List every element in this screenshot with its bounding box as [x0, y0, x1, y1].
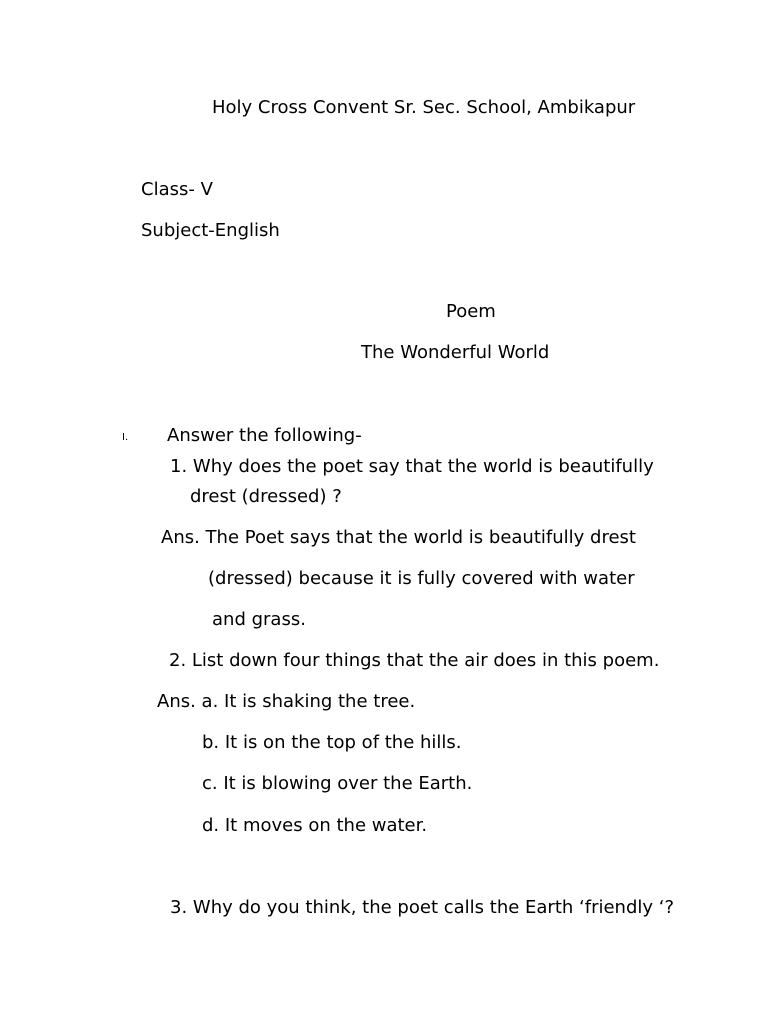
answer-1-line-2: (dressed) because it is fully covered with water — [208, 568, 635, 589]
section-heading: Answer the following- — [167, 425, 362, 446]
class-line: Class- V — [141, 179, 213, 200]
question-2-line-1: 2. List down four things that the air does in this poem. — [169, 650, 660, 671]
answer-1-line-1: Ans. The Poet says that the world is beautifully drest — [161, 527, 636, 548]
answer-2-line-1: Ans. a. It is shaking the tree. — [157, 691, 416, 712]
section-numeral: I. — [122, 432, 129, 443]
school-name: Holy Cross Convent Sr. Sec. School, Ambikapur — [212, 97, 636, 118]
question-1-line-2: drest (dressed) ? — [190, 486, 342, 507]
question-3-line-1: 3. Why do you think, the poet calls the Earth ‘friendly ‘? — [170, 897, 675, 918]
answer-2-line-2: b. It is on the top of the hills. — [202, 732, 462, 753]
question-1-line-1: 1. Why does the poet say that the world is beautifully — [170, 456, 654, 477]
answer-2-line-4: d. It moves on the water. — [202, 815, 428, 836]
answer-1-line-3: and grass. — [212, 609, 306, 630]
poem-title: The Wonderful World — [361, 342, 550, 363]
answer-2-line-3: c. It is blowing over the Earth. — [202, 773, 473, 794]
subject-line: Subject-English — [141, 220, 280, 241]
poem-label: Poem — [446, 301, 496, 322]
